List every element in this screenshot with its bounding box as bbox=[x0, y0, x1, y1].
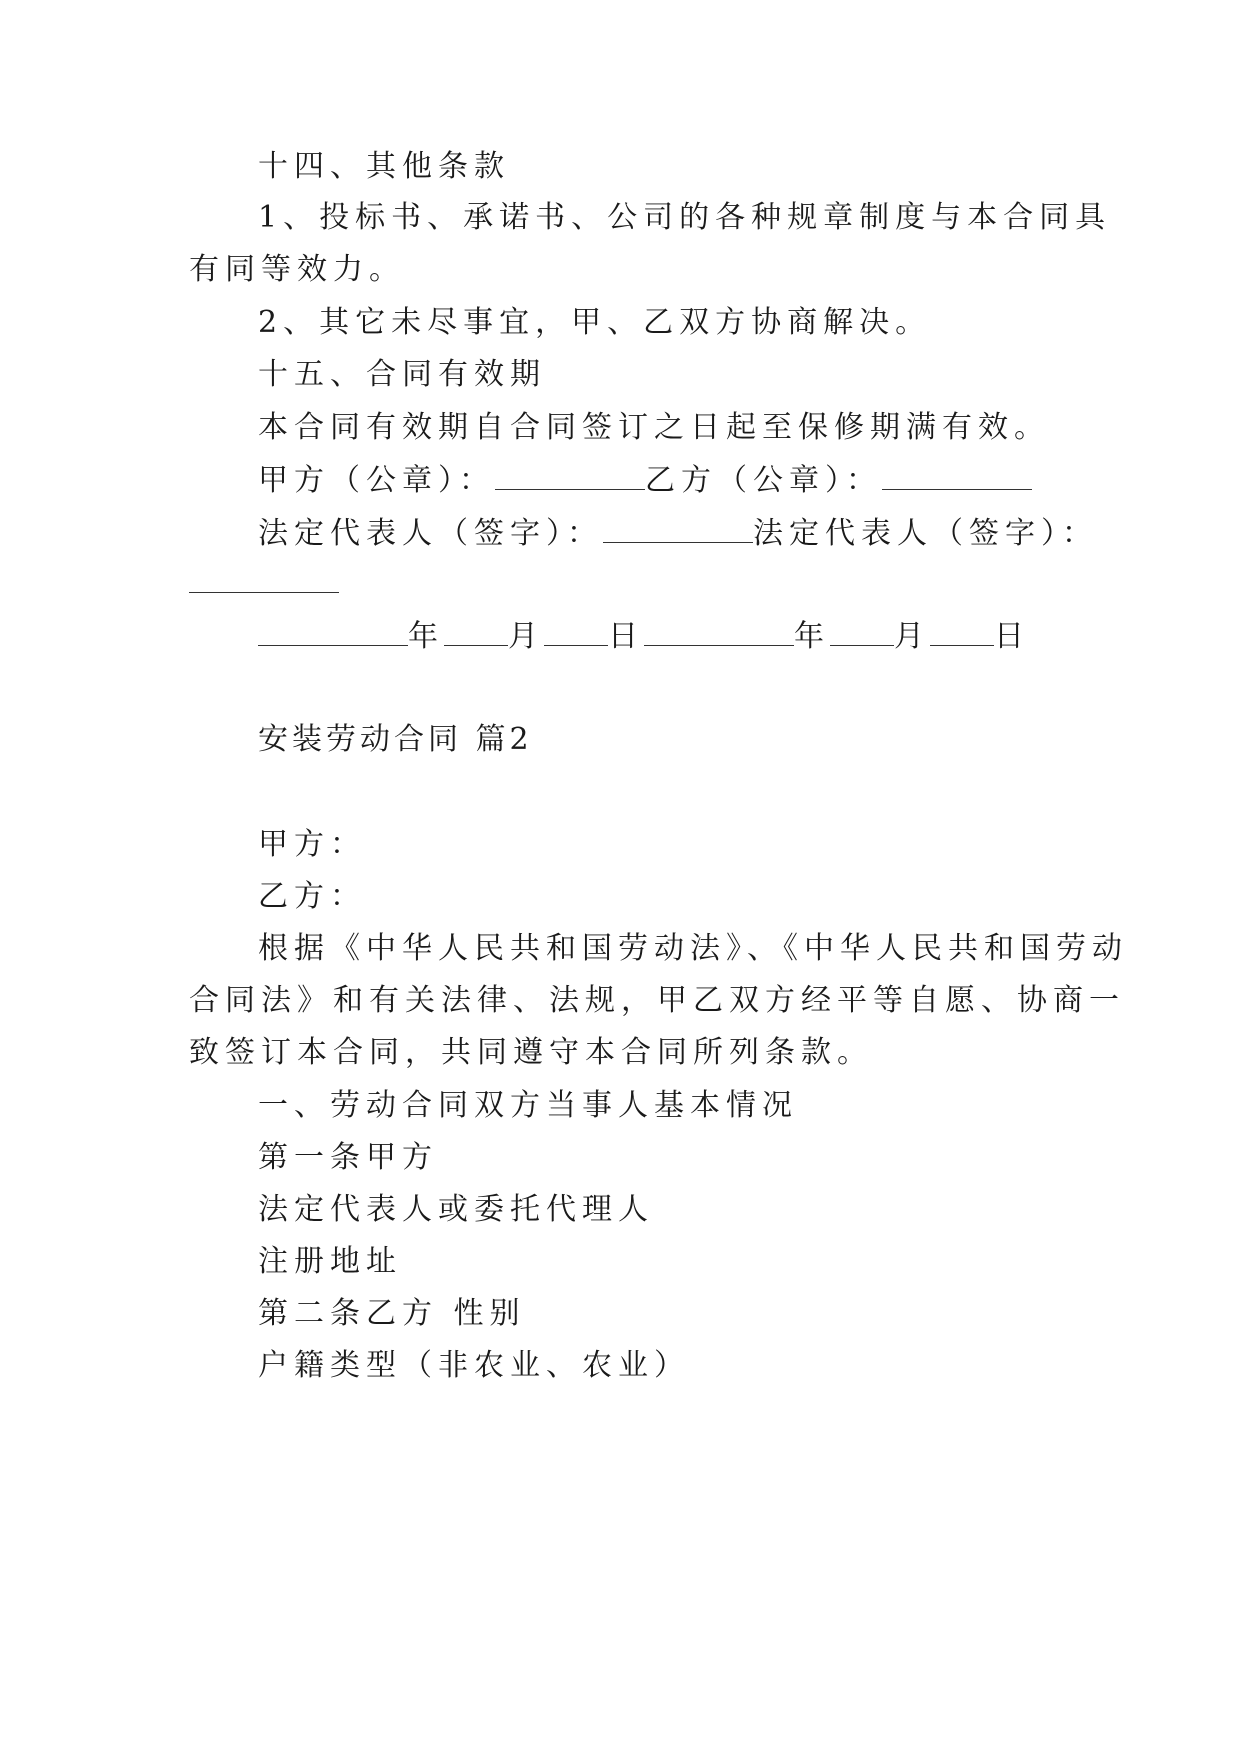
year-label: 年 bbox=[794, 619, 830, 654]
date-line bbox=[258, 619, 1030, 654]
party-a-rep-label: 法定代表人（签字）： bbox=[258, 516, 603, 551]
party-b-day-blank bbox=[930, 619, 994, 646]
party-b-year-blank bbox=[644, 619, 794, 646]
validity-text: 本合同有效期自合同签订之日起至保修期满有效。 bbox=[258, 410, 1050, 445]
party-a-rep-blank bbox=[603, 516, 753, 543]
section-15-heading: 十五、合同有效期 bbox=[258, 357, 546, 392]
legal-rep-field: 法定代表人或委托代理人 bbox=[258, 1192, 654, 1227]
day-label: 日 bbox=[608, 619, 644, 654]
preamble-line1: 根据《中华人民共和国劳动法》、《中华人民共和国劳动 bbox=[258, 931, 1128, 966]
registered-address-field: 注册地址 bbox=[258, 1244, 402, 1279]
month-label: 月 bbox=[508, 619, 544, 654]
clause-14-1-line1: 1、投标书、承诺书、公司的各种规章制度与本合同具 bbox=[258, 200, 1112, 235]
household-type-field: 户籍类型（非农业、农业） bbox=[258, 1348, 690, 1383]
party-b-rep-blank-line bbox=[189, 566, 339, 601]
party-b-rep-blank bbox=[189, 566, 339, 593]
party-a-seal-blank bbox=[495, 463, 645, 490]
clause-14-2: 2、其它未尽事宜，甲、乙双方协商解决。 bbox=[258, 305, 932, 340]
clause-14-1-line2: 有同等效力。 bbox=[189, 252, 405, 287]
seal-line bbox=[258, 463, 1032, 498]
contract-2-heading: 安装劳动合同 篇2 bbox=[258, 722, 533, 757]
party-a-year-blank bbox=[258, 619, 408, 646]
signature-line bbox=[258, 516, 1098, 551]
day-label: 日 bbox=[994, 619, 1030, 654]
party-b-seal-blank bbox=[882, 463, 1032, 490]
section-1-heading: 一、劳动合同双方当事人基本情况 bbox=[258, 1088, 798, 1123]
article-2: 第二条乙方 性别 bbox=[258, 1296, 526, 1331]
party-a-seal-label: 甲方（公章）： bbox=[258, 463, 495, 498]
year-label: 年 bbox=[408, 619, 444, 654]
month-label: 月 bbox=[894, 619, 930, 654]
article-1: 第一条甲方 bbox=[258, 1140, 438, 1175]
party-b-seal-label: 乙方（公章）： bbox=[645, 463, 882, 498]
preamble-line3: 致签订本合同，共同遵守本合同所列条款。 bbox=[189, 1035, 873, 1070]
party-a-day-blank bbox=[544, 619, 608, 646]
party-b-rep-label: 法定代表人（签字）： bbox=[753, 516, 1098, 551]
party-b-label: 乙方： bbox=[258, 879, 366, 914]
party-a-month-blank bbox=[444, 619, 508, 646]
party-a-label: 甲方： bbox=[258, 827, 366, 862]
party-b-month-blank bbox=[830, 619, 894, 646]
section-14-heading: 十四、其他条款 bbox=[258, 149, 510, 184]
preamble-line2: 合同法》和有关法律、法规，甲乙双方经平等自愿、协商一 bbox=[189, 983, 1125, 1018]
